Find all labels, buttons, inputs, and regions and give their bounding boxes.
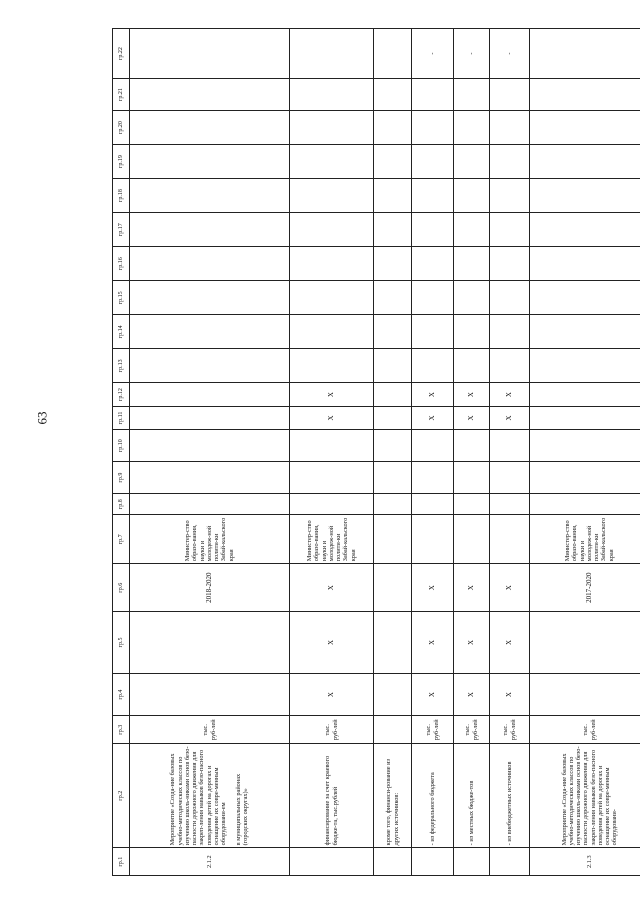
table-cell <box>412 111 454 145</box>
table-cell: X <box>490 564 530 612</box>
cell-text: - из внебюджетных источников <box>505 761 513 846</box>
table-cell: 2018-2020 <box>130 564 290 612</box>
table-cell <box>290 315 374 349</box>
table-cell <box>374 179 412 213</box>
table-cell: 2017-2020 <box>530 564 640 612</box>
table-cell: X <box>290 383 374 406</box>
table-cell <box>290 848 374 876</box>
table-cell <box>454 848 490 876</box>
table-cell <box>530 673 640 716</box>
col-header: гр.11 <box>113 406 130 429</box>
table-cell <box>130 145 290 179</box>
col-header: гр.15 <box>113 281 130 315</box>
table-cell <box>290 179 374 213</box>
table-cell: Министер-ство образо-вания, науки и молодеж-ной полити-ки Забай-кальского края <box>530 515 640 564</box>
table-cell <box>374 716 412 744</box>
col-header: гр.2 <box>113 744 130 848</box>
col-header: гр.1 <box>113 848 130 876</box>
table-cell <box>412 848 454 876</box>
table-cell <box>454 515 490 564</box>
table-cell <box>130 349 290 383</box>
table-cell: X <box>290 612 374 674</box>
table-cell <box>130 430 290 462</box>
table-cell: X <box>454 383 490 406</box>
table-cell: тыс. руб-лей <box>490 716 530 744</box>
table-cell <box>412 247 454 281</box>
table-cell <box>490 848 530 876</box>
table-cell <box>290 247 374 281</box>
table-cell <box>530 213 640 247</box>
table-cell <box>130 406 290 429</box>
cell-text: Мероприятие «Созда-ние базовых учебно-методических классов по изучению школь-никами основ безо-пасности дорожного движения для закреп-ления навыков безо-пасного поведения детей на дорогах и оснащение их совре-менным оборудовани-ем <box>169 746 227 846</box>
table-cell <box>530 29 640 79</box>
table-cell <box>290 430 374 462</box>
table-cell <box>490 315 530 349</box>
table-frame <box>112 28 619 876</box>
table-row <box>130 29 290 876</box>
table-cell <box>490 430 530 462</box>
table-cell <box>454 494 490 515</box>
table-cell <box>454 744 490 848</box>
table-cell: - <box>454 29 490 79</box>
table-cell <box>530 179 640 213</box>
table-cell <box>290 349 374 383</box>
table-cell <box>374 494 412 515</box>
table-row <box>454 29 490 876</box>
col-header: гр.12 <box>113 383 130 406</box>
table-cell <box>454 281 490 315</box>
table-cell: X <box>412 406 454 429</box>
cell-text: кроме того, финанси-рование из других источников: <box>385 759 400 846</box>
table-cell: X <box>412 564 454 612</box>
table-row <box>530 29 640 876</box>
table-cell <box>530 383 640 406</box>
table-cell <box>454 247 490 281</box>
table-cell <box>130 744 290 848</box>
table-cell <box>412 213 454 247</box>
table-cell: Министер-ство образо-вания, науки и молодеж-ной полити-ки Забай-кальского края <box>130 515 290 564</box>
table-cell: X <box>454 612 490 674</box>
table-cell: X <box>290 406 374 429</box>
table-cell <box>130 247 290 281</box>
table-cell <box>130 29 290 79</box>
table-cell <box>412 515 454 564</box>
header-row <box>113 29 130 876</box>
table-cell <box>374 145 412 179</box>
table-cell <box>130 383 290 406</box>
table-cell <box>374 281 412 315</box>
table-cell <box>490 281 530 315</box>
table-cell: X <box>454 564 490 612</box>
table-cell: X <box>490 612 530 674</box>
col-header: гр.6 <box>113 564 130 612</box>
table-cell: X <box>290 673 374 716</box>
table-cell <box>290 213 374 247</box>
table-cell <box>490 349 530 383</box>
table-cell <box>490 79 530 111</box>
table-cell <box>374 673 412 716</box>
table-cell <box>530 462 640 494</box>
table-cell <box>490 744 530 848</box>
table-cell <box>290 79 374 111</box>
table-cell: тыс. руб-лей <box>290 716 374 744</box>
table-cell <box>374 79 412 111</box>
table-cell <box>490 494 530 515</box>
table-cell <box>412 145 454 179</box>
table-cell <box>530 315 640 349</box>
rotated-table <box>112 28 619 876</box>
table-cell <box>530 349 640 383</box>
table-cell: тыс. руб-лей <box>530 716 640 744</box>
table-cell <box>130 673 290 716</box>
table-cell <box>412 462 454 494</box>
table-cell <box>530 744 640 848</box>
table-cell: тыс. руб-лей <box>130 716 290 744</box>
table-cell <box>130 494 290 515</box>
table-cell <box>290 145 374 179</box>
table-cell: Министер-ство образо-вания, науки и молодеж-ной полити-ки Забай-кальского края <box>290 515 374 564</box>
table-cell <box>454 145 490 179</box>
table-cell: X <box>490 383 530 406</box>
col-header: гр.20 <box>113 111 130 145</box>
table-cell <box>454 111 490 145</box>
cell-text: - из местных бюдже-тов <box>467 780 475 846</box>
table-row <box>290 29 374 876</box>
table-cell <box>374 383 412 406</box>
table-cell <box>130 79 290 111</box>
page-number: 63 <box>34 411 50 425</box>
table-cell <box>130 281 290 315</box>
table-cell <box>412 315 454 349</box>
table-cell <box>454 462 490 494</box>
table-cell: X <box>490 673 530 716</box>
table-cell <box>290 494 374 515</box>
table-cell: X <box>290 564 374 612</box>
table-cell <box>454 349 490 383</box>
table-cell <box>374 111 412 145</box>
table-cell <box>530 612 640 674</box>
table-cell <box>454 430 490 462</box>
table-cell <box>530 430 640 462</box>
col-header: гр.17 <box>113 213 130 247</box>
table-cell <box>412 79 454 111</box>
table-cell <box>130 315 290 349</box>
table-cell <box>412 179 454 213</box>
table-row <box>374 29 412 876</box>
table-cell <box>530 247 640 281</box>
cell-gap <box>227 746 235 845</box>
table-cell <box>374 213 412 247</box>
table-cell <box>290 281 374 315</box>
table-cell <box>530 145 640 179</box>
table-cell <box>454 179 490 213</box>
col-header: гр.10 <box>113 430 130 462</box>
table-cell <box>374 515 412 564</box>
table-cell <box>530 79 640 111</box>
table-cell <box>412 494 454 515</box>
table-cell <box>374 612 412 674</box>
col-header: гр.3 <box>113 716 130 744</box>
table-cell <box>290 29 374 79</box>
table-cell: X <box>454 673 490 716</box>
table-cell: тыс. руб-лей <box>454 716 490 744</box>
cell-text: - из федерального бюджета <box>428 772 436 846</box>
table-cell <box>412 744 454 848</box>
table-cell: X <box>490 406 530 429</box>
cell-text-continued: в муниципальных районах (городских округах)» <box>235 773 250 846</box>
table-cell <box>290 111 374 145</box>
table-cell <box>374 744 412 848</box>
cell-text: финансирование за счет краевого бюдже-та, тыс.рублей <box>324 755 339 846</box>
table-cell: 2.1.2 <box>130 848 290 876</box>
col-header: гр.21 <box>113 79 130 111</box>
table-cell <box>454 79 490 111</box>
table-cell <box>530 494 640 515</box>
table-cell <box>412 430 454 462</box>
table-cell <box>530 111 640 145</box>
table-cell <box>374 564 412 612</box>
col-header: гр.13 <box>113 349 130 383</box>
table-cell <box>490 213 530 247</box>
table-cell: - <box>412 29 454 79</box>
table-cell: 2.1.3 <box>530 848 640 876</box>
table-cell: X <box>412 383 454 406</box>
table-cell <box>490 111 530 145</box>
program-table <box>112 28 640 876</box>
table-cell <box>290 744 374 848</box>
table-cell <box>490 179 530 213</box>
table-row <box>412 29 454 876</box>
table-cell <box>374 462 412 494</box>
table-cell <box>490 247 530 281</box>
table-cell <box>130 462 290 494</box>
table-cell <box>374 406 412 429</box>
table-cell <box>374 29 412 79</box>
col-header: гр.16 <box>113 247 130 281</box>
table-cell <box>412 349 454 383</box>
col-header: гр.5 <box>113 612 130 674</box>
col-header: гр.7 <box>113 515 130 564</box>
table-cell <box>130 612 290 674</box>
cell-text: Мероприятие «Созда-ние базовых учебно-методических классов по изучению школь-никами основ безо-пасности дорожного движения для закреп-ления навыков безо-пасного поведения детей на дорогах и оснащение их совре-менным оборудовани- <box>560 746 619 846</box>
table-cell: X <box>412 673 454 716</box>
table-cell <box>454 315 490 349</box>
table-cell: X <box>454 406 490 429</box>
table-cell <box>130 213 290 247</box>
col-header: гр.8 <box>113 494 130 515</box>
col-header: гр.14 <box>113 315 130 349</box>
table-cell <box>374 430 412 462</box>
table-cell <box>290 462 374 494</box>
table-cell <box>412 281 454 315</box>
table-cell <box>454 213 490 247</box>
col-header: гр.22 <box>113 29 130 79</box>
col-header: гр.19 <box>113 145 130 179</box>
table-cell <box>374 848 412 876</box>
table-cell <box>490 145 530 179</box>
col-header: гр.9 <box>113 462 130 494</box>
table-row <box>490 29 530 876</box>
col-header: гр.4 <box>113 673 130 716</box>
table-cell <box>374 315 412 349</box>
table-cell <box>490 515 530 564</box>
table-cell <box>130 179 290 213</box>
table-cell <box>490 462 530 494</box>
table-cell: тыс. руб-лей <box>412 716 454 744</box>
table-body <box>130 29 640 876</box>
table-cell <box>374 247 412 281</box>
table-cell <box>130 111 290 145</box>
col-header: гр.18 <box>113 179 130 213</box>
table-cell: X <box>412 612 454 674</box>
table-cell <box>530 281 640 315</box>
table-cell: - <box>490 29 530 79</box>
table-cell <box>374 349 412 383</box>
table-cell <box>530 406 640 429</box>
